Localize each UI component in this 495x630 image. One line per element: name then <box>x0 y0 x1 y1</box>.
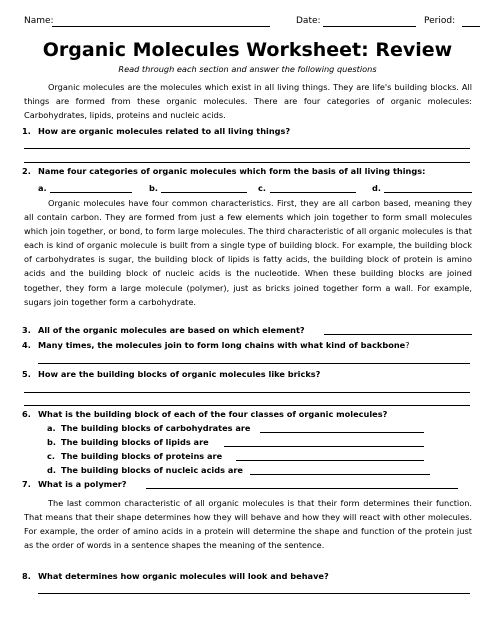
intro-paragraph: Organic molecules are the molecules which exist in all living things. They are life's building blocks. All things are formed from these organic molecules. There are four categories of organic molecules: Carbohydrates, lipids, proteins and nucleic acids. <box>24 82 472 121</box>
question-4-answer-line[interactable] <box>38 363 470 364</box>
question-4-text: Many times, the molecules join to form long chains with what kind of backbone? <box>38 340 410 350</box>
question-6-text: What is the building block of each of the four classes of organic molecules? <box>38 409 388 419</box>
question-4-number: 4. <box>22 340 31 350</box>
question-3-answer-line[interactable] <box>324 334 472 335</box>
question-6b-text: The building blocks of lipids are <box>61 437 209 447</box>
question-8-answer-line[interactable] <box>38 593 470 594</box>
question-2-blank-c-label: c. <box>258 183 266 193</box>
period-field[interactable] <box>462 26 480 27</box>
question-8-text: What determines how organic molecules will look and behave? <box>38 571 329 581</box>
page-title: Organic Molecules Worksheet: Review <box>42 39 453 61</box>
question-6-number: 6. <box>22 409 31 419</box>
question-6b-letter: b. <box>47 437 56 447</box>
question-2-blank-d[interactable] <box>384 192 472 193</box>
question-6a-text: The building blocks of carbohydrates are <box>61 423 251 433</box>
question-2-text: Name four categories of organic molecules which form the basis of all living things: <box>38 166 426 176</box>
question-1-number: 1. <box>22 126 31 136</box>
question-6d-letter: d. <box>47 465 56 475</box>
question-1-answer-line-1[interactable] <box>24 148 470 149</box>
question-5-number: 5. <box>22 369 31 379</box>
question-2-blank-d-label: d. <box>372 183 381 193</box>
form-function-paragraph: The last common characteristic of all organic molecules is that their form determines their function. That means that their shape determines how they will behave and how they will react with other molecules. For example, the order of amino acids in a protein will determine the shape and function of the protein just as the order of words in a sentence shapes the meaning of the sentence. <box>24 498 472 551</box>
question-6c-letter: c. <box>47 451 55 461</box>
question-7-answer-line[interactable] <box>146 488 458 489</box>
question-1-text: How are organic molecules related to all living things? <box>38 126 291 136</box>
question-6c-text: The building blocks of proteins are <box>61 451 223 461</box>
page-subtitle: Read through each section and answer the following questions <box>118 64 377 74</box>
question-2-blank-b-label: b. <box>149 183 158 193</box>
question-6d-text: The building blocks of nucleic acids are <box>61 465 243 475</box>
question-2-blank-c[interactable] <box>270 192 356 193</box>
question-1-answer-line-2[interactable] <box>24 162 470 163</box>
question-8-number: 8. <box>22 571 31 581</box>
question-2-blank-a[interactable] <box>50 192 132 193</box>
characteristics-paragraph: Organic molecules have four common characteristics. First, they are all carbon based, meaning they all contain carbon. They are formed from just a few elements which join together to form small molecules which join together, or bond, to form large molecules. The third characteristic of all organic molecules is that each is kind of organic molecule is built from a single type of building block. For example, the building block of carbohydrates is sugar, the building block of lipids is fatty acids, the building block of protein is amino acids and the building block of nucleic acids is the nucleotide. When these building blocks are joined together, they form a large molecule (polymer), just as bricks joined together form a wall. For example, sugars join together form a carbohydrate. <box>24 198 472 307</box>
question-7-number: 7. <box>22 479 31 489</box>
question-6a-answer-line[interactable] <box>260 432 424 433</box>
name-field[interactable] <box>52 26 270 27</box>
question-5-answer-line-1[interactable] <box>24 392 470 393</box>
question-5-text: How are the building blocks of organic molecules like bricks? <box>38 369 321 379</box>
question-6b-answer-line[interactable] <box>224 446 424 447</box>
question-3-number: 3. <box>22 325 31 335</box>
question-2-blank-b[interactable] <box>161 192 247 193</box>
question-2-number: 2. <box>22 166 31 176</box>
question-3-text: All of the organic molecules are based on which element? <box>38 325 305 335</box>
date-label: Date: <box>296 16 321 26</box>
question-6c-answer-line[interactable] <box>236 460 424 461</box>
date-field[interactable] <box>323 26 416 27</box>
period-label: Period: <box>424 16 456 26</box>
name-label: Name: <box>24 16 54 26</box>
question-2-blank-a-label: a. <box>38 183 47 193</box>
question-7-text: What is a polymer? <box>38 479 127 489</box>
question-5-answer-line-2[interactable] <box>24 405 470 406</box>
question-6d-answer-line[interactable] <box>250 474 430 475</box>
question-6a-letter: a. <box>47 423 56 433</box>
